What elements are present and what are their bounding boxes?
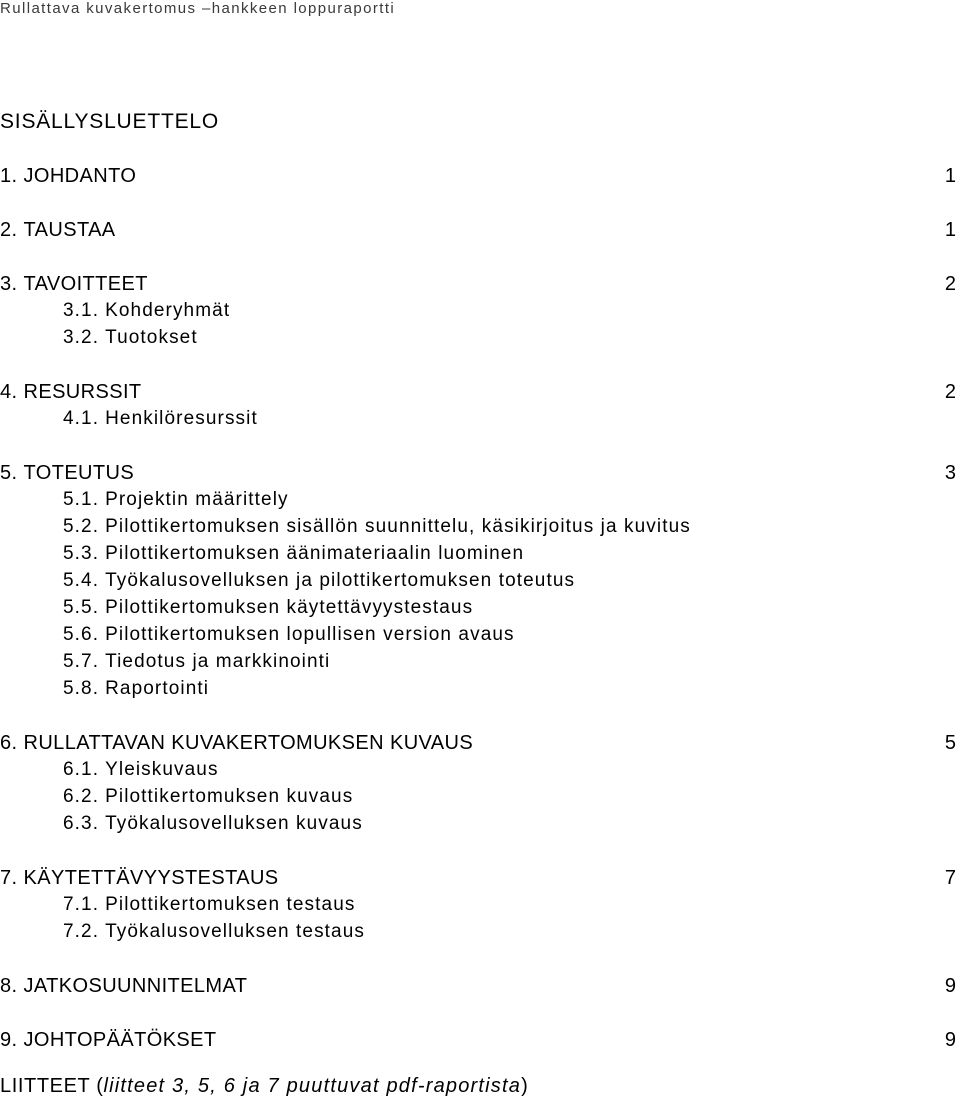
- toc-entry-page: 7: [944, 867, 956, 889]
- toc-entry-text: Henkilöresurssit: [105, 408, 258, 429]
- appendix-note: liitteet 3, 5, 6 ja 7 puuttuvat pdf-raportista: [103, 1075, 522, 1097]
- toc-entry-number: 5.6.: [63, 624, 100, 645]
- toc-entry-text: Kohderyhmät: [105, 300, 231, 321]
- toc-entry-text: TAUSTAA: [23, 219, 116, 241]
- toc-entry-text: Pilottikertomuksen sisällön suunnittelu, käsikirjoitus ja kuvitus: [105, 516, 691, 537]
- toc-entry-number: 2.: [0, 219, 18, 241]
- toc-entry-number: 8.: [0, 975, 18, 997]
- toc-entry-text: TOTEUTUS: [23, 462, 135, 484]
- toc-entry-kohderyhmat[interactable]: [0, 297, 956, 325]
- toc-entry-text: RULLATTAVAN KUVAKERTOMUKSEN KUVAUS: [23, 732, 474, 754]
- toc-entry-number: 6.2.: [63, 786, 100, 807]
- toc-entry-toteutus[interactable]: [0, 459, 956, 487]
- toc-entry-projektin-maarittely[interactable]: [0, 486, 956, 514]
- toc-entry-text: Tiedotus ja markkinointi: [105, 651, 331, 672]
- toc-title: SISÄLLYSLUETTELO: [0, 110, 219, 133]
- toc-entry-text: Pilottikertomuksen käytettävyystestaus: [105, 597, 474, 618]
- toc-entry-number: 7.2.: [63, 921, 100, 942]
- toc-entry-number: 5.3.: [63, 543, 100, 564]
- running-header: Rullattava kuvakertomus –hankkeen loppuraportti: [0, 0, 396, 17]
- toc-entry-text: Raportointi: [105, 678, 210, 699]
- toc-entry-text: Työkalusovelluksen kuvaus: [105, 813, 363, 834]
- toc-entry-tyokalusovelluksen-testaus[interactable]: [0, 918, 956, 946]
- appendix-open-paren: (: [96, 1075, 104, 1097]
- toc-entry-text: Pilottikertomuksen äänimateriaalin luominen: [105, 543, 525, 564]
- toc-entry-resurssit[interactable]: [0, 378, 956, 406]
- toc-entry-number: 5.1.: [63, 489, 100, 510]
- toc-entry-number: 5.4.: [63, 570, 100, 591]
- appendix-close-paren: ): [521, 1075, 529, 1097]
- toc-entry-text: KÄYTETTÄVYYSTESTAUS: [23, 867, 279, 889]
- toc-entry-page: 2: [944, 273, 956, 295]
- toc-entry-number: 1.: [0, 165, 18, 187]
- toc-entry-number: 6.3.: [63, 813, 100, 834]
- toc-entry-henkiloresurssit[interactable]: [0, 405, 956, 433]
- toc-entry-text: RESURSSIT: [23, 381, 142, 403]
- toc-entry-text: Työkalusovelluksen testaus: [105, 921, 365, 942]
- toc-entry-kaytettavyystestaus-main[interactable]: [0, 864, 956, 892]
- toc-entry-jatkosuunnitelmat[interactable]: [0, 972, 956, 1000]
- toc-entry-pilottikertomuksen-kuvaus[interactable]: [0, 783, 956, 811]
- toc-entry-page: 1: [944, 165, 956, 187]
- toc-entry-text: TAVOITTEET: [23, 273, 148, 295]
- toc-entry-taustaa[interactable]: [0, 216, 956, 244]
- toc-entry-text: Tuotokset: [105, 327, 198, 348]
- toc-entry-yleiskuvaus[interactable]: [0, 756, 956, 784]
- toc-entry-text: Pilottikertomuksen testaus: [105, 894, 356, 915]
- toc-entry-tavoitteet[interactable]: [0, 270, 956, 298]
- toc-entry-text: JOHTOPÄÄTÖKSET: [23, 1029, 217, 1051]
- toc-entry-text: JATKOSUUNNITELMAT: [23, 975, 248, 997]
- toc-entry-page: 5: [944, 732, 956, 754]
- toc-entry-lopullisen-version-avaus[interactable]: [0, 621, 956, 649]
- toc-entry-johtopaatokset[interactable]: [0, 1026, 956, 1054]
- toc-entry-number: 3.2.: [63, 327, 100, 348]
- toc-entry-number: 5.: [0, 462, 18, 484]
- toc-entry-number: 7.1.: [63, 894, 100, 915]
- toc-entry-number: 6.: [0, 732, 18, 754]
- toc-entry-number: 7.: [0, 867, 18, 889]
- toc-entry-text: Yleiskuvaus: [105, 759, 219, 780]
- appendix-label: LIITTEET: [0, 1075, 91, 1097]
- toc-entry-number: 5.7.: [63, 651, 100, 672]
- appendix-line: [0, 1075, 528, 1098]
- toc-entry-number: 9.: [0, 1029, 18, 1051]
- toc-entry-number: 5.5.: [63, 597, 100, 618]
- toc-entry-sisallon-suunnittelu[interactable]: [0, 513, 956, 541]
- toc-entry-page: 9: [944, 1029, 956, 1051]
- toc-entry-tiedotus[interactable]: [0, 648, 956, 676]
- toc-entry-johdanto[interactable]: [0, 162, 956, 190]
- toc-entry-number: 6.1.: [63, 759, 100, 780]
- toc-entry-number: 4.1.: [63, 408, 100, 429]
- toc-entry-text: Projektin määrittely: [105, 489, 289, 510]
- toc-entry-raportointi[interactable]: [0, 675, 956, 703]
- toc-entry-number: 5.8.: [63, 678, 100, 699]
- toc-entry-page: 3: [944, 462, 956, 484]
- toc-entry-tuotokset[interactable]: [0, 324, 956, 352]
- toc-entry-page: 1: [944, 219, 956, 241]
- toc-entry-number: 3.1.: [63, 300, 100, 321]
- toc-entry-text: Pilottikertomuksen lopullisen version avaus: [105, 624, 515, 645]
- toc-entry-page: 9: [944, 975, 956, 997]
- toc-entry-page: 2: [944, 381, 956, 403]
- toc-entry-text: Työkalusovelluksen ja pilottikertomuksen toteutus: [105, 570, 576, 591]
- toc-entry-number: 5.2.: [63, 516, 100, 537]
- toc-entry-pilottikertomuksen-testaus[interactable]: [0, 891, 956, 919]
- toc-entry-text: JOHDANTO: [23, 165, 137, 187]
- toc-entry-kuvakertomuksen-kuvaus[interactable]: [0, 729, 956, 757]
- toc-entry-aanimateriaali[interactable]: [0, 540, 956, 568]
- toc-entry-tyokalusovelluksen-kuvaus[interactable]: [0, 810, 956, 838]
- toc-entry-text: Pilottikertomuksen kuvaus: [105, 786, 354, 807]
- toc-entry-kaytettavyystestaus[interactable]: [0, 594, 956, 622]
- toc-entry-number: 3.: [0, 273, 18, 295]
- toc-entry-tyokalusovellus-toteutus[interactable]: [0, 567, 956, 595]
- toc-entry-number: 4.: [0, 381, 18, 403]
